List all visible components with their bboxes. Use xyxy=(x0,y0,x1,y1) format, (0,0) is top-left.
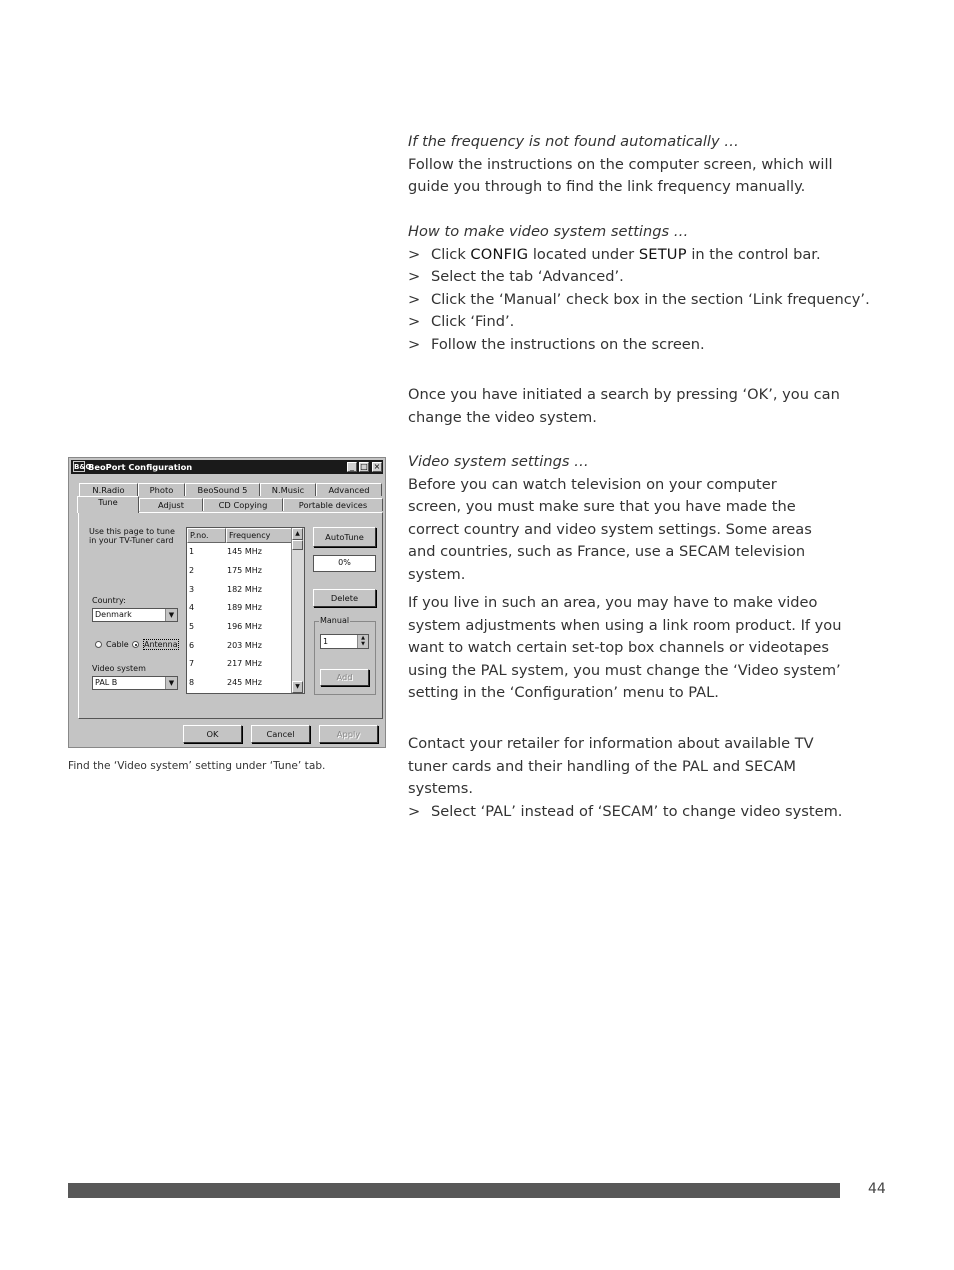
country-value: Denmark xyxy=(95,610,132,619)
page-number: 44 xyxy=(868,1181,886,1197)
tab-nmusic[interactable]: N.Music xyxy=(260,483,316,496)
figure-caption: Find the ‘Video system’ setting under ‘Tune’ tab. xyxy=(68,760,326,772)
body-contact: Contact your retailer for information about available TV tuner cards and their handling of the PAL and SECAM systems. xyxy=(408,735,814,797)
section-initiated xyxy=(408,384,848,429)
tab-cd-copying[interactable]: CD Copying xyxy=(203,498,283,511)
section-live-area xyxy=(408,592,848,705)
keyword-setup: SETUP xyxy=(638,245,687,263)
bullet-config: > Click CONFIG located under SETUP in the control bar. xyxy=(408,244,848,267)
scroll-up-icon[interactable]: ▲ xyxy=(292,528,303,540)
video-system-select[interactable] xyxy=(92,676,178,690)
tab-portable-devices[interactable]: Portable devices xyxy=(283,498,383,511)
radio-cable-label: Cable xyxy=(106,640,129,649)
apply-button[interactable]: Apply xyxy=(319,725,378,743)
cancel-button[interactable]: Cancel xyxy=(251,725,310,743)
video-system-label: Video system xyxy=(92,664,146,673)
bullet-manual: > Click the ‘Manual’ check box in the section ‘Link frequency’. xyxy=(408,290,870,308)
radio-cable[interactable] xyxy=(95,641,102,648)
section-frequency xyxy=(408,131,848,199)
autotune-button[interactable]: AutoTune xyxy=(313,527,376,547)
bullet-follow: > Follow the instructions on the screen. xyxy=(408,335,705,353)
keyword-config: CONFIG xyxy=(470,245,529,263)
progress-field: 0% xyxy=(313,555,376,572)
section-video-system xyxy=(408,451,848,586)
minimize-icon[interactable]: _ xyxy=(347,462,357,472)
section-video-settings xyxy=(408,221,870,356)
manual-input[interactable]: 1 ▲ ▼ xyxy=(320,634,369,649)
close-icon[interactable]: × xyxy=(373,462,381,471)
section-contact xyxy=(408,733,848,823)
tab-advanced[interactable]: Advanced xyxy=(316,483,382,496)
heading-video-settings: How to make video system settings … xyxy=(408,223,689,240)
bullet-advanced: > Select the tab ‘Advanced’. xyxy=(408,268,624,285)
manual-label: Manual xyxy=(320,616,350,625)
dialog-title: BeoPort Configuration xyxy=(88,462,193,472)
bullet-pal: > Select ‘PAL’ instead of ‘SECAM’ to change video system. xyxy=(408,802,843,820)
country-label: Country: xyxy=(92,596,126,605)
bo-logo-icon: B&O xyxy=(74,463,92,471)
intro-text: Use this page to tune in your TV-Tuner card xyxy=(89,527,175,545)
scroll-down-icon[interactable]: ▼ xyxy=(292,681,303,693)
chevron-down-icon[interactable]: ▼ xyxy=(165,609,177,621)
heading-video-system: Video system settings … xyxy=(408,453,589,470)
delete-button[interactable]: Delete xyxy=(313,589,376,607)
body-frequency: Follow the instructions on the computer screen, which will guide you through to find the link frequency manually. xyxy=(408,155,833,195)
tab-photo[interactable]: Photo xyxy=(138,483,185,496)
column-header-frequency[interactable]: Frequency xyxy=(226,528,292,543)
spinner-icon[interactable]: ▲ ▼ xyxy=(357,635,368,648)
chevron-down-icon[interactable]: ▼ xyxy=(165,677,177,689)
heading-frequency: If the frequency is not found automatically … xyxy=(408,133,739,150)
tab-adjust[interactable]: Adjust xyxy=(139,498,203,511)
footer-bar xyxy=(68,1183,840,1198)
radio-antenna[interactable] xyxy=(132,641,139,648)
beoport-configuration-dialog xyxy=(68,457,386,748)
column-header-pno[interactable]: P.no. xyxy=(187,528,226,543)
dialog-titlebar xyxy=(71,460,383,474)
add-button[interactable]: Add xyxy=(320,669,369,686)
radio-antenna-label: Antenna xyxy=(144,640,178,649)
bullet-marker: > xyxy=(408,245,421,263)
maximize-icon[interactable]: □ xyxy=(360,462,368,471)
tab-tune[interactable]: Tune xyxy=(77,496,139,513)
body-video-system-2: If you live in such an area, you may have to make video system adjustments when using a link room product. If you want to watch certain set-top box channels or videotapes using the PAL system, you must change the ‘Video system’ setting in the ‘Configuration’ menu to PAL. xyxy=(408,594,842,701)
bullet-find: > Click ‘Find’. xyxy=(408,313,515,330)
body-video-system-1: Before you can watch television on your computer screen, you must make sure that you have made the correct country and video system settings. Some areas and countries, such as France, use a SECAM television system. xyxy=(408,475,812,583)
video-system-value: PAL B xyxy=(95,678,118,687)
tab-nradio[interactable]: N.Radio xyxy=(79,483,138,496)
channel-list[interactable]: P.no. Frequency ▲ ▼ 1 145 MHz 2 175 MHz 3 182 MHz 4 189 MHz 5 196 MHz 6 203 MHz 7 217 MHz 8 245 MHz xyxy=(186,527,305,694)
body-initiated: Once you have initiated a search by pressing ‘OK’, you can change the video system. xyxy=(408,386,840,426)
ok-button[interactable]: OK xyxy=(183,725,242,743)
tab-beosound5[interactable]: BeoSound 5 xyxy=(185,483,260,496)
country-select[interactable] xyxy=(92,608,178,622)
